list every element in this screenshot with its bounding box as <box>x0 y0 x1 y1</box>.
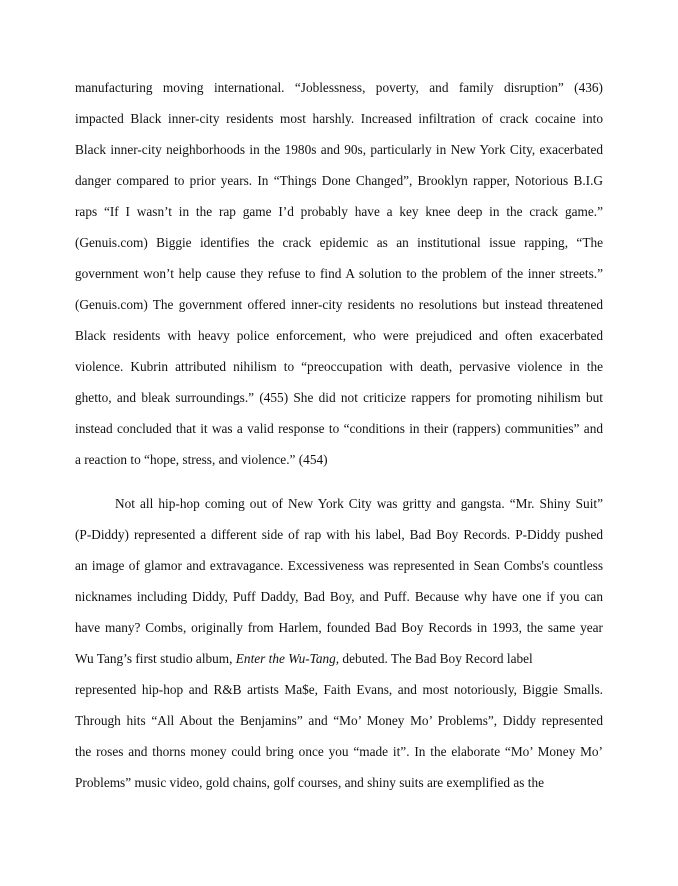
text-line: an image of glamor and extravagance. Excessiveness was represented in Sean Combs's countless <box>75 558 603 573</box>
text-fragment: Wu Tang’s first studio album, <box>75 651 236 666</box>
text-line: Through hits “All About the Benjamins” and “Mo’ Money Mo’ Problems”, Diddy represented <box>75 713 603 728</box>
text-line: danger compared to prior years. In “Things Done Changed”, Brooklyn rapper, Notorious B.I.G <box>75 173 603 188</box>
text-line: Black inner-city neighborhoods in the 1980s and 90s, particularly in New York City, exacerbated <box>75 142 603 157</box>
text-line: government won’t help cause they refuse to find A solution to the problem of the inner streets.” <box>75 266 603 281</box>
text-line: violence. Kubrin attributed nihilism to “preoccupation with death, pervasive violence in the <box>75 359 603 374</box>
text-line: instead concluded that it was a valid response to “conditions in their (rappers) communities” and <box>75 421 603 436</box>
text-line: Problems” music video, gold chains, golf courses, and shiny suits are exemplified as the <box>75 775 544 790</box>
text-line: raps “If I wasn’t in the rap game I’d probably have a key knee deep in the crack game.” <box>75 204 603 219</box>
album-title: Enter the Wu-Tang, <box>235 651 340 666</box>
text-line: (Genuis.com) Biggie identifies the crack epidemic as an institutional issue rapping, “The <box>75 235 603 250</box>
text-line: (Genuis.com) The government offered inner-city residents no resolutions but instead threatened <box>75 297 603 312</box>
text-line <box>75 651 533 667</box>
text-line: Black residents with heavy police enforcement, who were prejudiced and often exacerbated <box>75 328 603 343</box>
text-line: impacted Black inner-city residents most harshly. Increased infiltration of crack cocaine into <box>75 111 603 126</box>
text-line: Not all hip-hop coming out of New York City was gritty and gangsta. “Mr. Shiny Suit” <box>115 496 603 511</box>
text-fragment: debuted. The Bad Boy Record label <box>339 651 533 666</box>
text-line: a reaction to “hope, stress, and violence.” (454) <box>75 452 328 467</box>
text-line: nicknames including Diddy, Puff Daddy, Bad Boy, and Puff. Because why have one if you can <box>75 589 603 604</box>
text-line: the roses and thorns money could bring once you “made it”. In the elaborate “Mo’ Money Mo’ <box>75 744 603 759</box>
text-line: have many? Combs, originally from Harlem, founded Bad Boy Records in 1993, the same year <box>75 620 603 635</box>
text-line: manufacturing moving international. “Joblessness, poverty, and family disruption” (436) <box>75 80 603 95</box>
text-line: ghetto, and bleak surroundings.” (455) She did not criticize rappers for promoting nihilism but <box>75 390 603 405</box>
text-line: represented hip-hop and R&B artists Ma$e, Faith Evans, and most notoriously, Biggie Smalls. <box>75 682 603 697</box>
text-line: (P-Diddy) represented a different side of rap with his label, Bad Boy Records. P-Diddy pushed <box>75 527 603 542</box>
